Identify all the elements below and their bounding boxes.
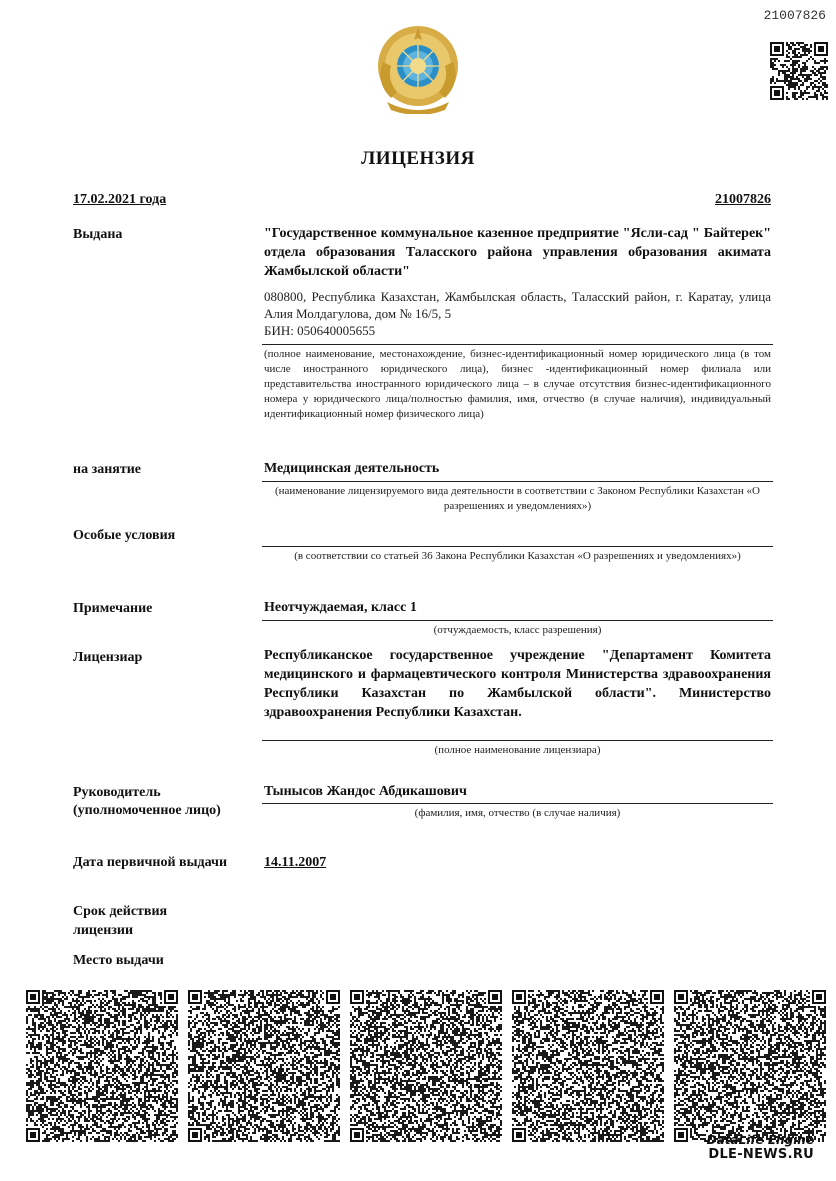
special-conditions-label: Особые условия <box>73 528 176 543</box>
qr-code-icon <box>674 990 827 1142</box>
licensor-note: (полное наименование лицензиара) <box>434 744 601 756</box>
activity-rule <box>262 481 773 482</box>
remark-rule <box>262 620 773 621</box>
licensor-label: Лицензиар <box>73 650 143 665</box>
qr-code-icon <box>26 990 179 1142</box>
head-label-1: Руководитель <box>73 785 161 800</box>
qr-code-icon <box>188 990 341 1142</box>
head-value: Тынысов Жандос Абдикашович <box>264 784 467 799</box>
licensor-rule <box>262 740 773 741</box>
document-number-top: 21007826 <box>763 8 826 23</box>
special-conditions-note: (в соответствии со статьей 36 Закона Республики Казахстан «О разрешениях и уведомлениях») <box>294 550 741 562</box>
issued-to-name: "Государственное коммунальное казенное предприятие "Ясли-сад " Байтерек" отдела образования Таласского района управления образования акимата Жамбылской области" <box>264 226 771 279</box>
validity-label-2: лицензии <box>73 923 134 938</box>
first-issue-value: 14.11.2007 <box>264 855 327 870</box>
special-conditions-rule <box>262 546 773 547</box>
place-label: Место выдачи <box>73 953 164 968</box>
watermark-line-2: DLE-NEWS.RU <box>708 1147 814 1162</box>
remark-value: Неотчуждаемая, класс 1 <box>264 600 417 615</box>
activity-value: Медицинская деятельность <box>264 461 440 476</box>
issue-date: 17.02.2021 года <box>73 192 167 207</box>
page-title: ЛИЦЕНЗИЯ <box>361 148 475 169</box>
remark-label: Примечание <box>73 601 153 616</box>
kazakhstan-state-emblem-icon <box>373 22 463 114</box>
head-rule <box>262 803 773 804</box>
license-number: 21007826 <box>715 192 771 207</box>
validity-label-1: Срок действия <box>73 904 168 919</box>
remark-note: (отчуждаемость, класс разрешения) <box>433 624 602 636</box>
head-label-2: (уполномоченное лицо) <box>73 803 221 818</box>
issued-to-address: 080800, Республика Казахстан, Жамбылская область, Таласский район, г. Каратау, улица Алия Молдагулова, дом № 16/5, 5 <box>264 289 771 321</box>
first-issue-label: Дата первичной выдачи <box>73 855 228 870</box>
qr-code-icon <box>512 990 665 1142</box>
barcode-row <box>26 990 826 1145</box>
head-note: (фамилия, имя, отчество (в случае наличия) <box>414 807 621 819</box>
activity-note: (наименование лицензируемого вида деятельности в соответствии с Законом Республики Казахстан «О разрешениях и уведомлениях») <box>275 485 760 512</box>
issued-to-label: Выдана <box>73 227 123 242</box>
issued-to-note: (полное наименование, местонахождение, бизнес-идентификационный номер юридического лица (в том числе иностранного юридического лица), бизнес -идентификационный номер филиала или представительства иностранного юридического лица – в случае отсутствия бизнес-идентификационного номера у юридического лица/полностью фамилия, имя, отчество (в случае наличия), индивидуальный идентификационный номер физического лица) <box>264 348 771 420</box>
watermark-line-1: DataLife Engine <box>706 1133 814 1147</box>
watermark <box>707 1133 814 1162</box>
qr-code-icon <box>350 990 503 1142</box>
issued-to-bin: БИН: 050640005655 <box>264 323 376 338</box>
qr-code-icon <box>770 42 828 100</box>
issued-to-rule <box>262 344 773 345</box>
activity-label: на занятие <box>73 462 141 477</box>
licensor-value: Республиканское государственное учреждение "Департамент Комитета медицинского и фармацевтического контроля Министерства здравоохранения Республики Казахстан по Жамбылской области". Министерство здравоохранения Республики Казахстан. <box>264 648 771 720</box>
